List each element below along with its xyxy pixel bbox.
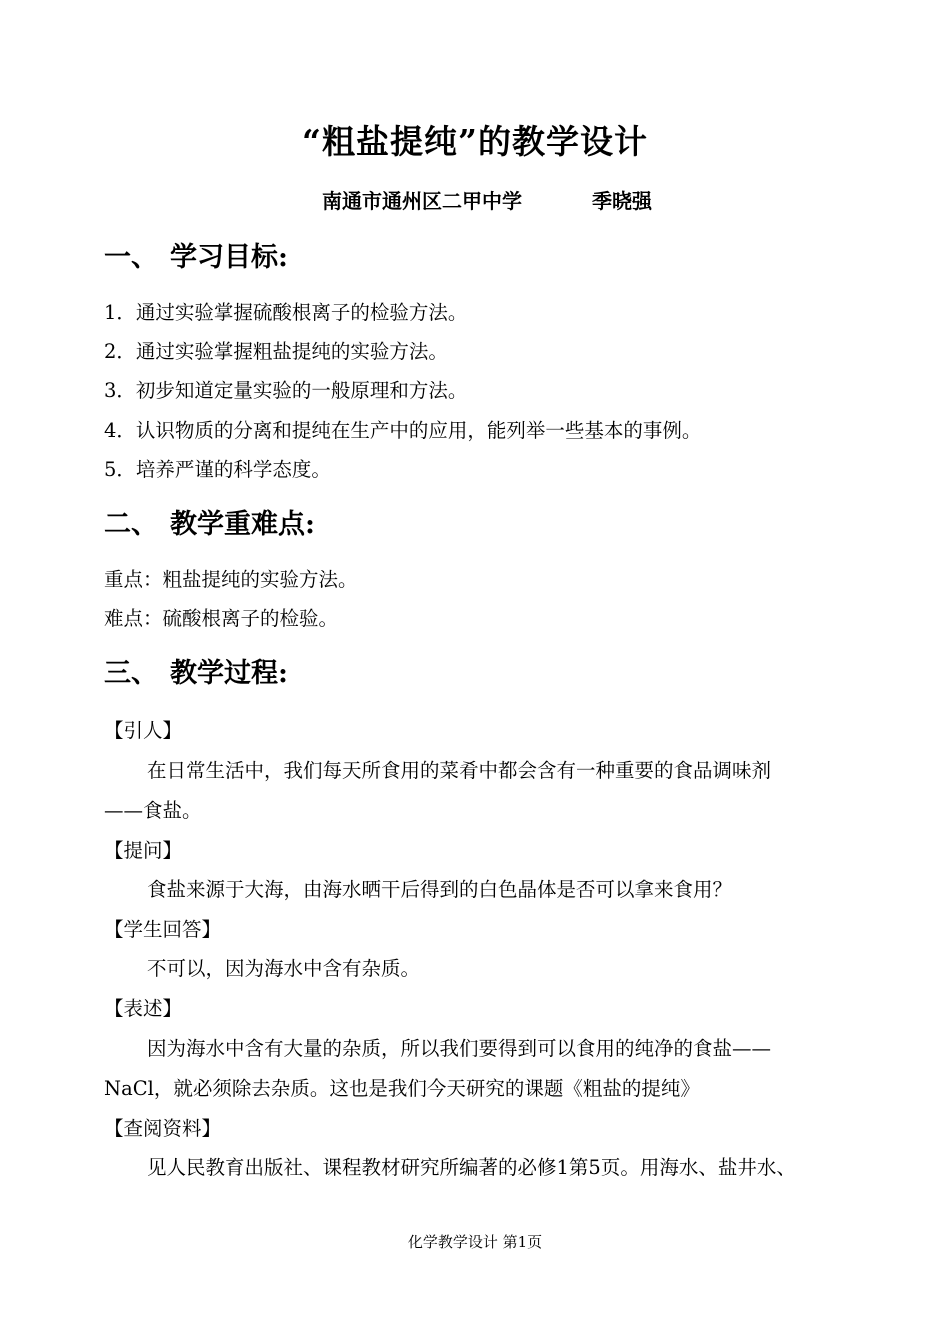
process-step-text: ——食盐。 xyxy=(104,799,202,822)
section-number: 二、 xyxy=(104,509,158,540)
section-title: 教学过程: xyxy=(170,658,288,689)
process-step-text: 不可以，因为海水中含有杂质。 xyxy=(147,957,421,980)
section-title: 学习目标: xyxy=(170,242,288,273)
process-step-label: 【表述】 xyxy=(104,997,183,1020)
section-heading-objectives xyxy=(104,238,288,278)
process-step-label: 【提问】 xyxy=(104,839,183,862)
objective-item: 5．培养严谨的科学态度。 xyxy=(104,458,331,481)
section-heading-key-points xyxy=(104,505,315,545)
process-step-text: 因为海水中含有大量的杂质，所以我们要得到可以食用的纯净的食盐—— xyxy=(147,1037,772,1060)
author-school: 南通市通州区二甲中学 xyxy=(322,189,522,213)
objective-item: 4．认识物质的分离和提纯在生产中的应用，能列举一些基本的事例。 xyxy=(104,419,702,442)
section-number: 三、 xyxy=(104,658,158,689)
section-number: 一、 xyxy=(104,242,158,273)
process-step-text: NaCl，就必须除去杂质。这也是我们今天研究的课题《粗盐的提纯》 xyxy=(104,1077,700,1100)
author-name: 季晓强 xyxy=(592,189,652,213)
author-line xyxy=(322,186,652,216)
section-title: 教学重难点: xyxy=(170,509,315,540)
objective-item: 1．通过实验掌握硫酸根离子的检验方法。 xyxy=(104,301,468,324)
page-footer: 化学教学设计 第1页 xyxy=(407,1233,543,1251)
process-step-label: 【查阅资料】 xyxy=(104,1117,222,1140)
process-step-text: 在日常生活中，我们每天所食用的菜肴中都会含有一种重要的食品调味剂 xyxy=(147,759,772,782)
key-point-focus: 重点：粗盐提纯的实验方法。 xyxy=(104,568,358,591)
process-step-text: 见人民教育出版社、课程教材研究所编著的必修1第5页。用海水、盐井水、 xyxy=(147,1156,796,1179)
process-step-text: 食盐来源于大海，由海水晒干后得到的白色晶体是否可以拿来食用？ xyxy=(147,878,733,901)
key-point-difficulty: 难点：硫酸根离子的检验。 xyxy=(104,607,339,630)
process-step-label: 【引人】 xyxy=(104,719,183,742)
objective-item: 2．通过实验掌握粗盐提纯的实验方法。 xyxy=(104,340,448,363)
process-step-label: 【学生回答】 xyxy=(104,918,222,941)
section-heading-process xyxy=(104,654,288,694)
objective-item: 3．初步知道定量实验的一般原理和方法。 xyxy=(104,379,468,402)
document-title: “粗盐提纯”的教学设计 xyxy=(302,122,648,161)
